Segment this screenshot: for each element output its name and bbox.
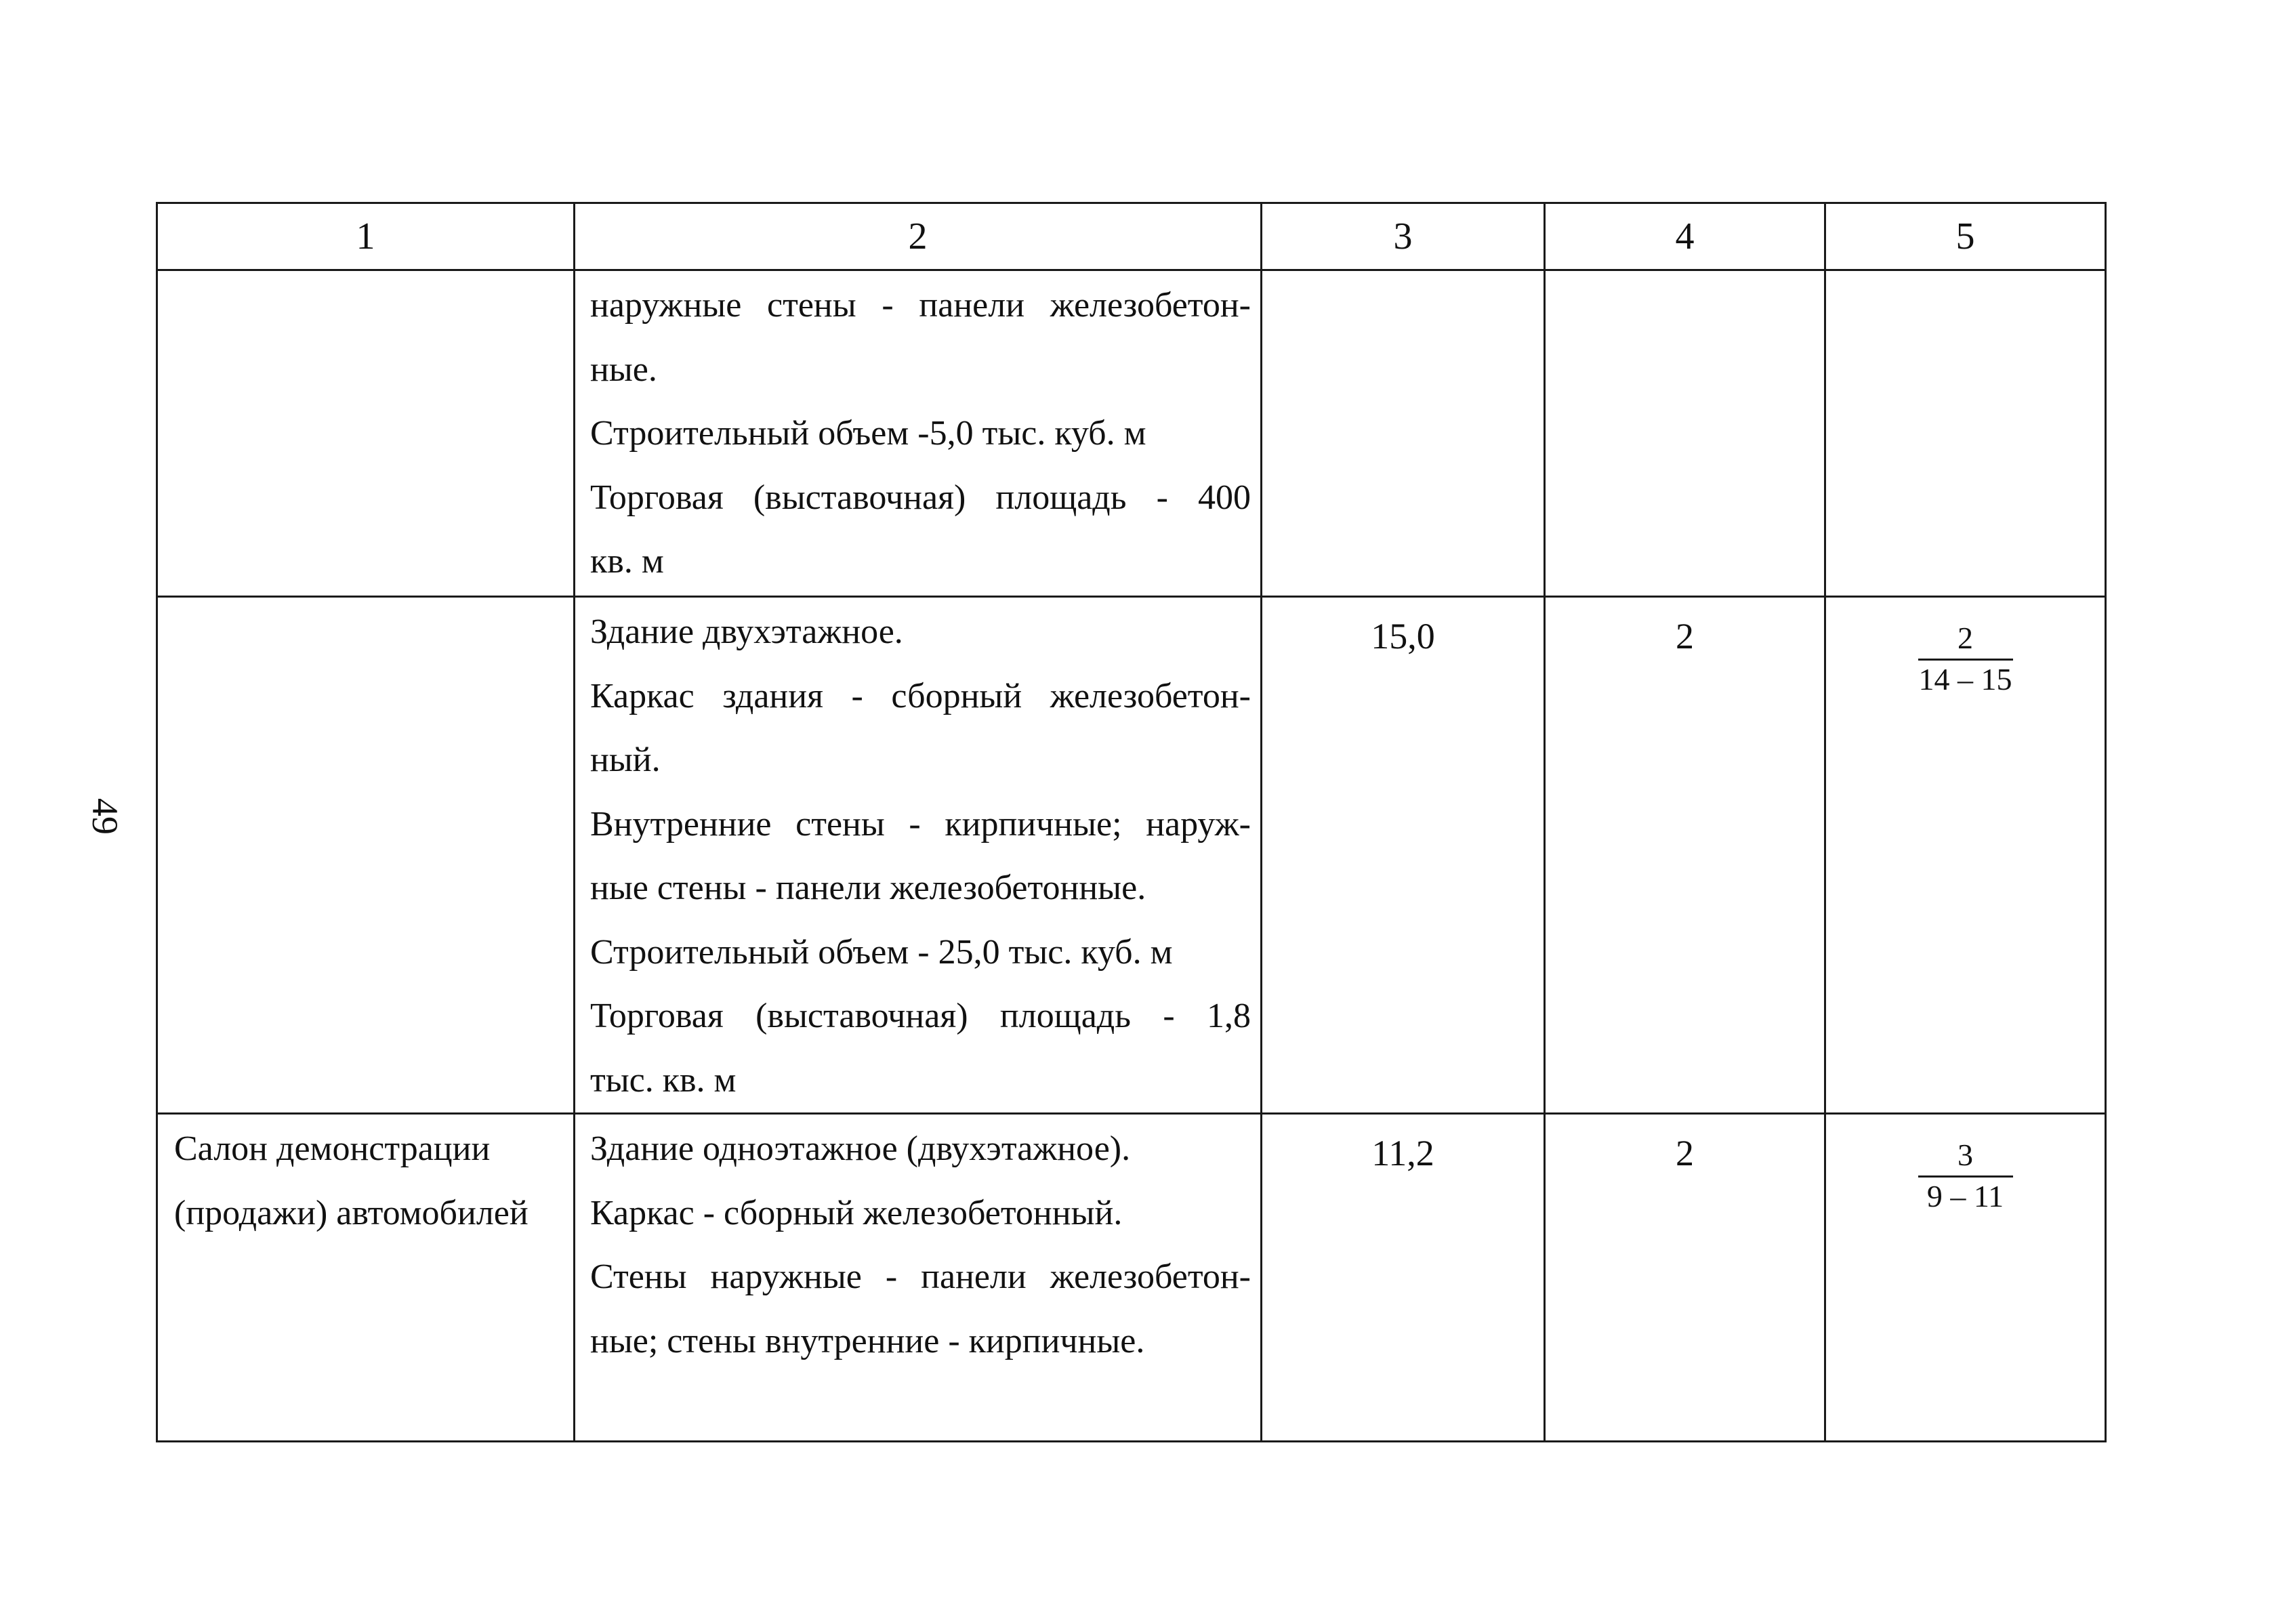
description-line: Здание двухэтажное. (590, 612, 903, 651)
value-cell (1262, 270, 1545, 597)
fraction (1916, 622, 2015, 696)
fraction-denominator: 14 – 15 (1918, 662, 2012, 697)
fraction-cell (1825, 270, 2106, 597)
type-cell (157, 1114, 575, 1442)
table-header-row (157, 203, 2106, 270)
type-line: Салон демонстрации (174, 1129, 491, 1168)
type-cell (157, 597, 575, 1114)
description-line: Каркас здания - сборный железобетон- (590, 676, 1251, 715)
fraction-cell (1825, 1114, 2106, 1442)
value-cell: 2 (1545, 597, 1825, 1114)
fraction-numerator: 2 (1958, 621, 1973, 655)
description-line: Внутренние стены - кирпичные; наруж- (590, 804, 1251, 844)
description-line: ные стены - панели железобетонные. (590, 869, 1146, 907)
specification-table (156, 202, 2107, 1442)
description-line: Каркас - сборный железобетонный. (590, 1193, 1123, 1232)
value-cell: 2 (1545, 1114, 1825, 1442)
column-header: 1 (157, 203, 575, 270)
description-line: тыс. кв. м (590, 1060, 737, 1100)
description-cell (575, 1114, 1262, 1442)
description-line: Здание одноэтажное (двухэтажное). (590, 1129, 1131, 1168)
value-cell: 11,2 (1262, 1114, 1545, 1442)
type-cell (157, 270, 575, 597)
column-header: 2 (575, 203, 1262, 270)
description-line: ный. (590, 741, 661, 779)
column-header: 5 (1825, 203, 2106, 270)
type-line: (продажи) автомобилей (174, 1193, 529, 1232)
column-header: 4 (1545, 203, 1825, 270)
table-row (157, 1114, 2106, 1442)
fraction-denominator: 9 – 11 (1926, 1179, 2004, 1214)
description-line: Строительный объем - 25,0 тыс. куб. м (590, 932, 1173, 972)
table-row (157, 270, 2106, 597)
table-row (157, 597, 2106, 1114)
description-line: Торговая (выставочная) площадь - 1,8 (590, 997, 1251, 1035)
description-line: кв. м (590, 542, 664, 581)
description-line: Строительный объем -5,0 тыс. куб. м (590, 414, 1146, 453)
description-cell (575, 597, 1262, 1114)
description-line: ные. (590, 350, 657, 389)
description-line: Торговая (выставочная) площадь - 400 (590, 478, 1251, 517)
fraction-cell (1825, 597, 2106, 1114)
value-cell: 15,0 (1262, 597, 1545, 1114)
fraction (1918, 1139, 2013, 1213)
page-number: 49 (85, 798, 125, 835)
value-cell (1545, 270, 1825, 597)
fraction-numerator: 3 (1958, 1138, 1973, 1172)
description-cell (575, 270, 1262, 597)
description-line: ные; стены внутренние - кирпичные. (590, 1321, 1145, 1360)
description-line: наружные стены - панели железобетон- (590, 286, 1251, 325)
column-header: 3 (1262, 203, 1545, 270)
description-line: Стены наружные - панели железобетон- (590, 1257, 1251, 1296)
